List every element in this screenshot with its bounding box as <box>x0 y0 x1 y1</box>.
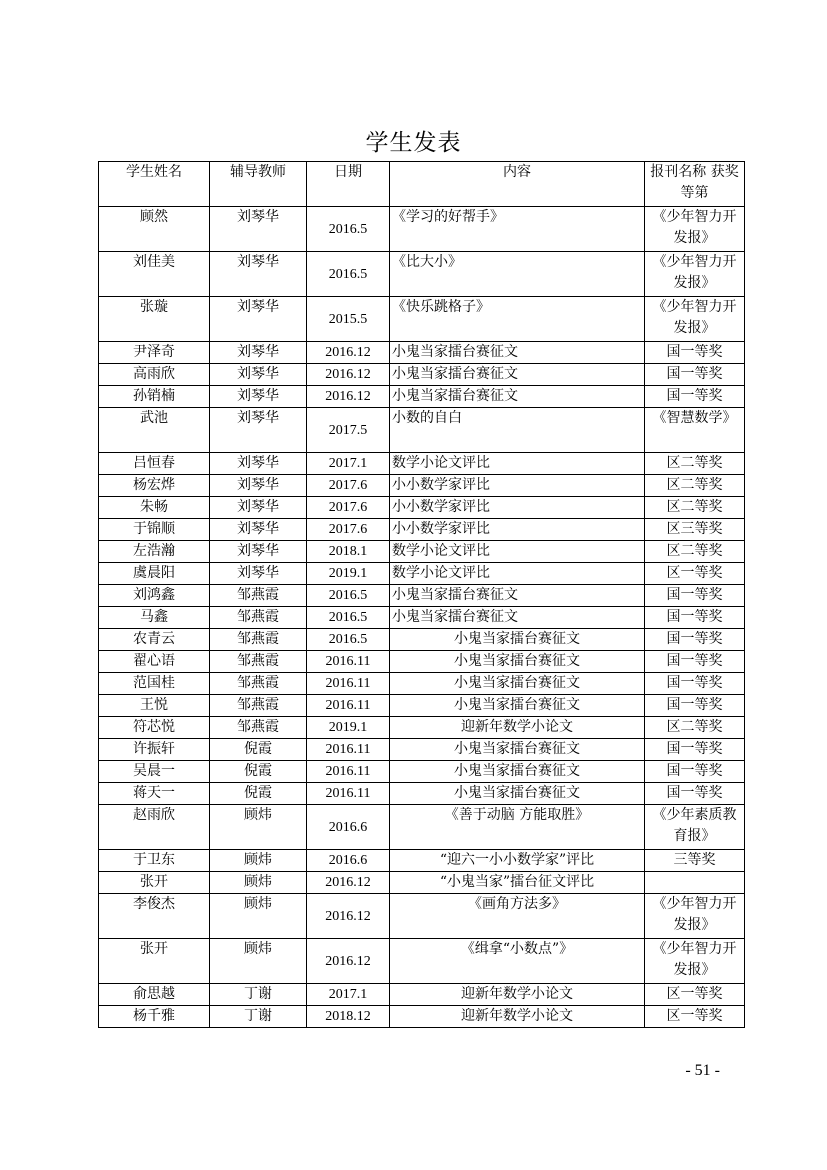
student-name-cell: 张璇 <box>99 297 210 342</box>
table-header-row <box>99 162 745 207</box>
content-cell: 《画角方法多》 <box>390 894 645 939</box>
award-cell: 《少年智力开发报》 <box>645 894 745 939</box>
award-cell: 国一等奖 <box>645 585 745 607</box>
content-cell: 小小数学家评比 <box>390 497 645 519</box>
date-cell: 2016.11 <box>307 695 390 717</box>
teacher-cell: 邹燕霞 <box>210 629 307 651</box>
content-cell: 小鬼当家擂台赛征文 <box>390 761 645 783</box>
student-name-cell: 范国桂 <box>99 673 210 695</box>
teacher-cell: 刘琴华 <box>210 453 307 475</box>
content-cell: “小鬼当家”擂台征文评比 <box>390 872 645 894</box>
student-name-cell: 刘佳美 <box>99 252 210 297</box>
date-cell: 2017.6 <box>307 519 390 541</box>
header-student-name: 学生姓名 <box>99 162 210 207</box>
student-name-cell: 蒋天一 <box>99 783 210 805</box>
student-name-cell: 武池 <box>99 408 210 453</box>
date-cell: 2017.6 <box>307 497 390 519</box>
student-name-cell: 尹泽奇 <box>99 342 210 364</box>
content-cell: “迎六一小小数学家”评比 <box>390 850 645 872</box>
student-name-cell: 虞晨阳 <box>99 563 210 585</box>
award-cell: 区三等奖 <box>645 519 745 541</box>
date-cell: 2016.5 <box>307 252 390 297</box>
date-cell: 2015.5 <box>307 297 390 342</box>
student-name-cell: 符芯悦 <box>99 717 210 739</box>
table-row <box>99 695 745 717</box>
award-cell: 《少年智力开发报》 <box>645 939 745 984</box>
award-cell: 《少年智力开发报》 <box>645 297 745 342</box>
student-name-cell: 高雨欣 <box>99 364 210 386</box>
teacher-cell: 刘琴华 <box>210 497 307 519</box>
teacher-cell: 顾炜 <box>210 939 307 984</box>
award-cell: 区一等奖 <box>645 1006 745 1028</box>
table-row <box>99 386 745 408</box>
award-cell: 国一等奖 <box>645 651 745 673</box>
award-cell: 《少年素质教育报》 <box>645 805 745 850</box>
table-row <box>99 984 745 1006</box>
student-name-cell: 杨宏烨 <box>99 475 210 497</box>
date-cell: 2016.12 <box>307 342 390 364</box>
content-cell: 数学小论文评比 <box>390 453 645 475</box>
student-name-cell: 翟心语 <box>99 651 210 673</box>
table-row <box>99 850 745 872</box>
teacher-cell: 刘琴华 <box>210 519 307 541</box>
table-row <box>99 408 745 453</box>
teacher-cell: 刘琴华 <box>210 364 307 386</box>
table-row <box>99 629 745 651</box>
award-cell: 国一等奖 <box>645 783 745 805</box>
student-name-cell: 吴晨一 <box>99 761 210 783</box>
award-cell <box>645 872 745 894</box>
table-row <box>99 297 745 342</box>
award-cell: 《少年智力开发报》 <box>645 207 745 252</box>
date-cell: 2016.11 <box>307 761 390 783</box>
content-cell: 迎新年数学小论文 <box>390 984 645 1006</box>
teacher-cell: 丁谢 <box>210 984 307 1006</box>
teacher-cell: 刘琴华 <box>210 342 307 364</box>
content-cell: 小数的自白 <box>390 408 645 453</box>
table-row <box>99 519 745 541</box>
header-date: 日期 <box>307 162 390 207</box>
content-cell: 《善于动脑 方能取胜》 <box>390 805 645 850</box>
date-cell: 2018.12 <box>307 1006 390 1028</box>
date-cell: 2017.1 <box>307 453 390 475</box>
date-cell: 2016.11 <box>307 651 390 673</box>
teacher-cell: 刘琴华 <box>210 297 307 342</box>
table-row <box>99 739 745 761</box>
table-row <box>99 541 745 563</box>
teacher-cell: 倪霞 <box>210 739 307 761</box>
teacher-cell: 邹燕霞 <box>210 651 307 673</box>
award-cell: 国一等奖 <box>645 386 745 408</box>
teacher-cell: 顾炜 <box>210 805 307 850</box>
table-body <box>99 207 745 1028</box>
student-name-cell: 俞思越 <box>99 984 210 1006</box>
award-cell: 国一等奖 <box>645 342 745 364</box>
award-cell: 区一等奖 <box>645 984 745 1006</box>
student-name-cell: 李俊杰 <box>99 894 210 939</box>
header-teacher: 辅导教师 <box>210 162 307 207</box>
teacher-cell: 顾炜 <box>210 872 307 894</box>
content-cell: 小小数学家评比 <box>390 519 645 541</box>
student-name-cell: 张开 <box>99 939 210 984</box>
student-name-cell: 杨千雅 <box>99 1006 210 1028</box>
table-row <box>99 252 745 297</box>
table-row <box>99 585 745 607</box>
content-cell: 《学习的好帮手》 <box>390 207 645 252</box>
award-cell: 区一等奖 <box>645 563 745 585</box>
content-cell: 小鬼当家擂台赛征文 <box>390 651 645 673</box>
award-cell: 国一等奖 <box>645 607 745 629</box>
content-cell: 小鬼当家擂台赛征文 <box>390 386 645 408</box>
date-cell: 2016.5 <box>307 629 390 651</box>
student-name-cell: 赵雨欣 <box>99 805 210 850</box>
student-name-cell: 张开 <box>99 872 210 894</box>
student-name-cell: 农青云 <box>99 629 210 651</box>
teacher-cell: 刘琴华 <box>210 541 307 563</box>
date-cell: 2016.6 <box>307 805 390 850</box>
student-name-cell: 左浩瀚 <box>99 541 210 563</box>
student-name-cell: 朱畅 <box>99 497 210 519</box>
content-cell: 小鬼当家擂台赛征文 <box>390 364 645 386</box>
teacher-cell: 倪霞 <box>210 761 307 783</box>
student-name-cell: 马鑫 <box>99 607 210 629</box>
table-row <box>99 651 745 673</box>
teacher-cell: 倪霞 <box>210 783 307 805</box>
content-cell: 小鬼当家擂台赛征文 <box>390 607 645 629</box>
table-row <box>99 783 745 805</box>
student-name-cell: 于锦顺 <box>99 519 210 541</box>
student-name-cell: 王悦 <box>99 695 210 717</box>
date-cell: 2017.6 <box>307 475 390 497</box>
teacher-cell: 刘琴华 <box>210 207 307 252</box>
date-cell: 2018.1 <box>307 541 390 563</box>
date-cell: 2016.5 <box>307 207 390 252</box>
content-cell: 小鬼当家擂台赛征文 <box>390 673 645 695</box>
date-cell: 2017.1 <box>307 984 390 1006</box>
date-cell: 2016.5 <box>307 585 390 607</box>
student-name-cell: 吕恒春 <box>99 453 210 475</box>
content-cell: 小鬼当家擂台赛征文 <box>390 342 645 364</box>
content-cell: 小鬼当家擂台赛征文 <box>390 585 645 607</box>
date-cell: 2017.5 <box>307 408 390 453</box>
student-name-cell: 刘鸿鑫 <box>99 585 210 607</box>
teacher-cell: 刘琴华 <box>210 563 307 585</box>
page-title: 学生发表 <box>365 130 462 156</box>
date-cell: 2016.12 <box>307 386 390 408</box>
award-cell: 区二等奖 <box>645 475 745 497</box>
teacher-cell: 邹燕霞 <box>210 717 307 739</box>
table-row <box>99 673 745 695</box>
publication-table <box>98 161 745 1028</box>
date-cell: 2016.12 <box>307 364 390 386</box>
table-row <box>99 761 745 783</box>
award-cell: 区二等奖 <box>645 453 745 475</box>
award-cell: 三等奖 <box>645 850 745 872</box>
content-cell: 小鬼当家擂台赛征文 <box>390 629 645 651</box>
date-cell: 2016.12 <box>307 894 390 939</box>
header-award: 报刊名称 获奖等第 <box>645 162 745 207</box>
table-row <box>99 1006 745 1028</box>
header-content: 内容 <box>390 162 645 207</box>
teacher-cell: 刘琴华 <box>210 252 307 297</box>
award-cell: 《少年智力开发报》 <box>645 252 745 297</box>
date-cell: 2016.12 <box>307 939 390 984</box>
table-row <box>99 207 745 252</box>
table-row <box>99 453 745 475</box>
teacher-cell: 邹燕霞 <box>210 673 307 695</box>
teacher-cell: 刘琴华 <box>210 408 307 453</box>
table-row <box>99 364 745 386</box>
table-row <box>99 872 745 894</box>
award-cell: 区二等奖 <box>645 717 745 739</box>
content-cell: 小鬼当家擂台赛征文 <box>390 783 645 805</box>
date-cell: 2016.11 <box>307 739 390 761</box>
award-cell: 国一等奖 <box>645 739 745 761</box>
award-cell: 国一等奖 <box>645 673 745 695</box>
date-cell: 2016.5 <box>307 607 390 629</box>
date-cell: 2019.1 <box>307 563 390 585</box>
content-cell: 《比大小》 <box>390 252 645 297</box>
table-row <box>99 717 745 739</box>
teacher-cell: 刘琴华 <box>210 386 307 408</box>
teacher-cell: 顾炜 <box>210 894 307 939</box>
page-number: - 51 - <box>685 1062 720 1079</box>
date-cell: 2016.11 <box>307 783 390 805</box>
table-row <box>99 475 745 497</box>
teacher-cell: 邹燕霞 <box>210 585 307 607</box>
student-name-cell: 孙销楠 <box>99 386 210 408</box>
award-cell: 《智慧数学》 <box>645 408 745 453</box>
teacher-cell: 邹燕霞 <box>210 695 307 717</box>
table-row <box>99 607 745 629</box>
date-cell: 2016.11 <box>307 673 390 695</box>
content-cell: 小鬼当家擂台赛征文 <box>390 739 645 761</box>
teacher-cell: 刘琴华 <box>210 475 307 497</box>
student-name-cell: 于卫东 <box>99 850 210 872</box>
table-row <box>99 497 745 519</box>
content-cell: 《快乐跳格子》 <box>390 297 645 342</box>
teacher-cell: 丁谢 <box>210 1006 307 1028</box>
publication-table-wrapper <box>98 161 745 1028</box>
content-cell: 数学小论文评比 <box>390 541 645 563</box>
award-cell: 区二等奖 <box>645 497 745 519</box>
content-cell: 迎新年数学小论文 <box>390 1006 645 1028</box>
teacher-cell: 邹燕霞 <box>210 607 307 629</box>
content-cell: 迎新年数学小论文 <box>390 717 645 739</box>
date-cell: 2019.1 <box>307 717 390 739</box>
student-name-cell: 许振轩 <box>99 739 210 761</box>
date-cell: 2016.12 <box>307 872 390 894</box>
student-name-cell: 顾然 <box>99 207 210 252</box>
content-cell: 数学小论文评比 <box>390 563 645 585</box>
content-cell: 小小数学家评比 <box>390 475 645 497</box>
teacher-cell: 顾炜 <box>210 850 307 872</box>
award-cell: 国一等奖 <box>645 629 745 651</box>
content-cell: 小鬼当家擂台赛征文 <box>390 695 645 717</box>
table-row <box>99 342 745 364</box>
date-cell: 2016.6 <box>307 850 390 872</box>
table-row <box>99 805 745 850</box>
award-cell: 国一等奖 <box>645 364 745 386</box>
content-cell: 《缉拿“小数点”》 <box>390 939 645 984</box>
table-row <box>99 939 745 984</box>
table-row <box>99 563 745 585</box>
award-cell: 国一等奖 <box>645 761 745 783</box>
table-row <box>99 894 745 939</box>
award-cell: 国一等奖 <box>645 695 745 717</box>
award-cell: 区二等奖 <box>645 541 745 563</box>
